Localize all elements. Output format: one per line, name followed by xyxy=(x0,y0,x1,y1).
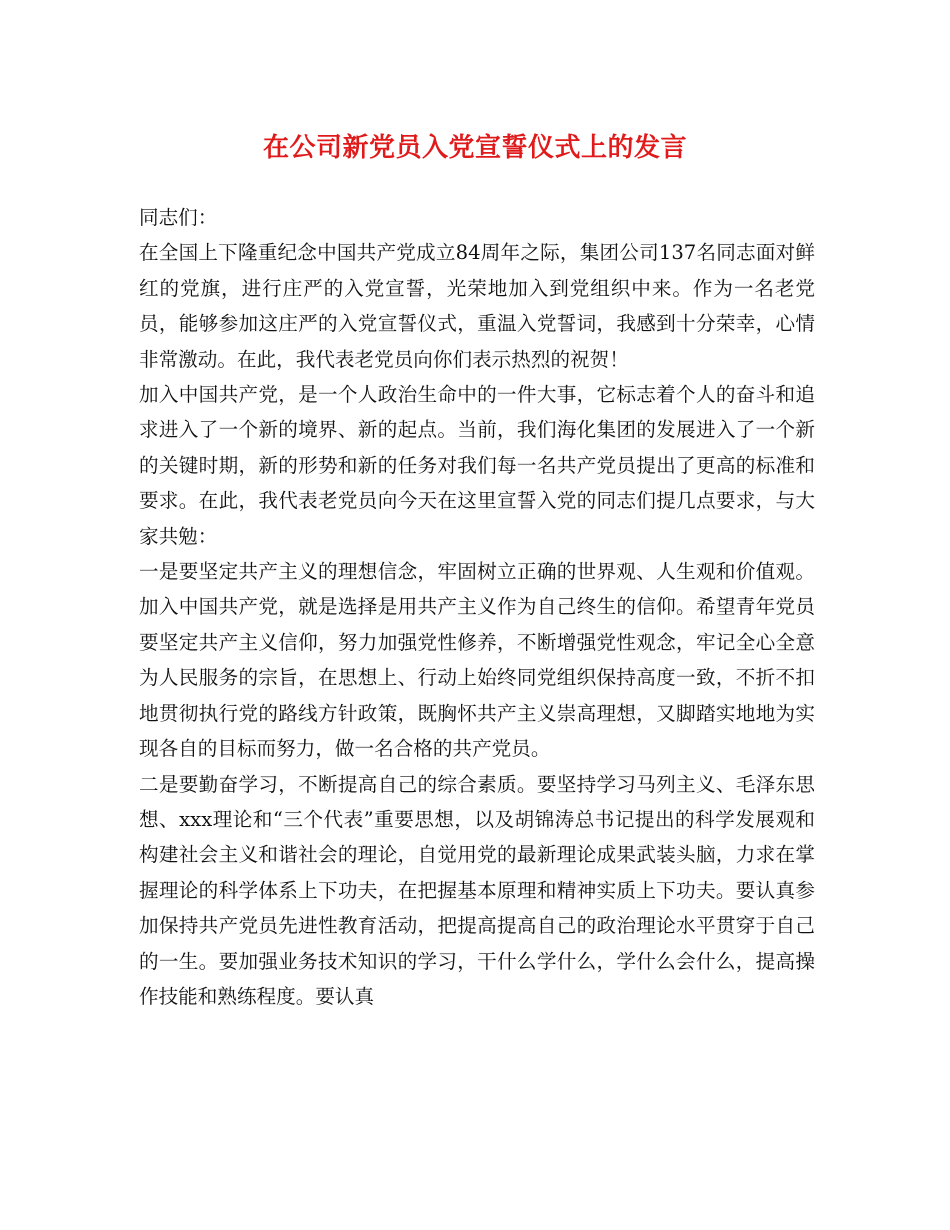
body-paragraph: 加入中国共产党，是一个人政治生命中的一件大事，它标志着个人的奋斗和追求进入了一个新的境界、新的起点。当前，我们海化集团的发展进入了一个新的关键时期，新的形势和新的任务对我们每一名共产党员提出了更高的标准和要求。在此，我代表老党员向今天在这里宣誓入党的同志们提几点要求，与大家共勉： xyxy=(139,383,815,548)
body-paragraph: 一是要坚定共产主义的理想信念，牢固树立正确的世界观、人生观和价值观。加入中国共产党，就是选择是用共产主义作为自己终生的信仰。希望青年党员要坚定共产主义信仰，努力加强党性修养，不断增强党性观念，牢记全心全意为人民服务的宗旨，在思想上、行动上始终同党组织保持高度一致，不折不扣地贯彻执行党的路线方针政策，既胸怀共产主义崇高理想，又脚踏实地地为实现各自的目标而努力，做一名合格的共产党员。 xyxy=(139,560,815,761)
document-body xyxy=(139,200,815,1014)
document-title: 在公司新党员入党宣誓仪式上的发言 xyxy=(262,133,687,163)
body-paragraph: 二是要勤奋学习，不断提高自己的综合素质。要坚持学习马列主义、毛泽东思想、xxx理论和“三个代表”重要思想，以及胡锦涛总书记提出的科学发展观和构建社会主义和谐社会的理论，自觉用党的最新理论成果武装头脑，力求在掌握理论的科学体系上下功夫，在把握基本原理和精神实质上下功夫。要认真参加保持共产党员先进性教育活动，把提高提高自己的政治理论水平贯穿于自己的一生。要加强业务技术知识的学习，干什么学什么，学什么会什么，提高操作技能和熟练程度。要认真 xyxy=(139,772,815,1008)
salutation-paragraph: 同志们： xyxy=(139,206,218,229)
body-paragraph: 在全国上下隆重纪念中国共产党成立84周年之际，集团公司137名同志面对鲜红的党旗，进行庄严的入党宣誓，光荣地加入到党组织中来。作为一名老党员，能够参加这庄严的入党宣誓仪式，重温入党誓词，我感到十分荣幸，心情非常激动。在此，我代表老党员向你们表示热烈的祝贺！ xyxy=(139,241,815,371)
